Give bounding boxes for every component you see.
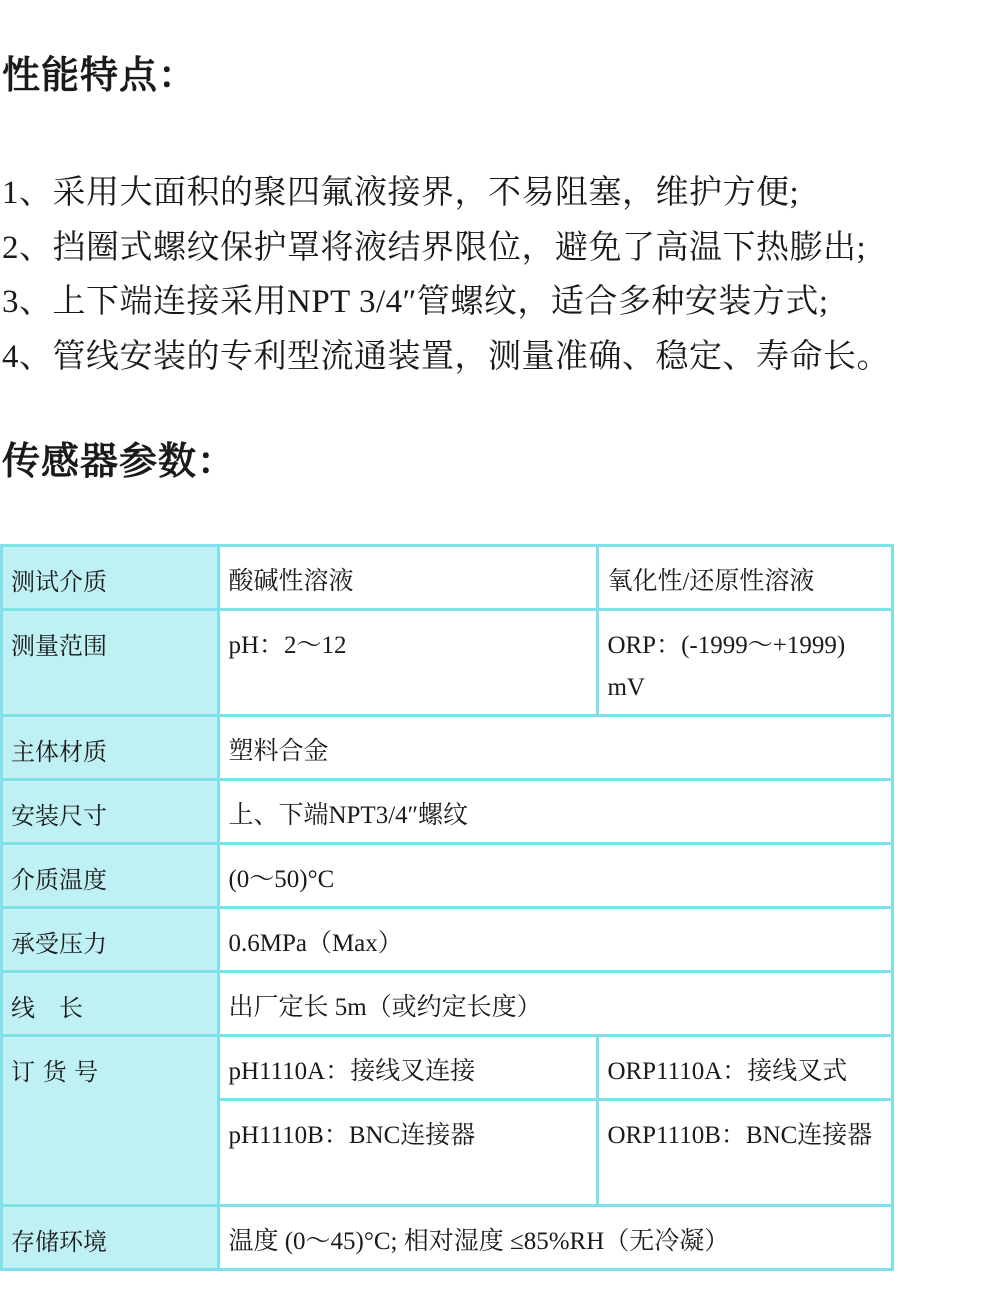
table-row [2,716,893,780]
table-row [2,1036,893,1100]
cell-value: ORP1110B：BNC连接器 [598,1100,893,1206]
table-row [2,610,893,716]
table-row [2,908,893,972]
row-label: 线 长 [2,972,219,1036]
row-label: 主体材质 [2,716,219,780]
feature-item: 2、挡圈式螺纹保护罩将液结界限位，避免了高温下热膨出; [2,229,867,266]
cell-value: ORP：(-1999～+1999) mV [598,610,893,716]
row-label: 介质温度 [2,844,219,908]
feature-item: 3、上下端连接采用NPT 3/4″管螺纹，适合多种安装方式; [2,284,829,320]
cell-value: pH1110A：接线叉连接 [219,1036,598,1100]
table-row [2,844,893,908]
cell-value: pH：2～12 [219,610,598,716]
sensor-params-table [0,544,894,1271]
cell-value: pH1110B：BNC连接器 [219,1100,598,1206]
row-label: 承受压力 [2,908,219,972]
cell-value: 酸碱性溶液 [219,546,598,610]
row-label: 存储环境 [2,1206,219,1270]
cell-value: (0～50)°C [219,844,893,908]
row-label: 订 货 号 [2,1036,219,1206]
table-row [2,1206,893,1270]
cell-value: 上、下端NPT3/4″螺纹 [219,780,893,844]
cell-value: 塑料合金 [219,716,893,780]
row-label: 测量范围 [2,610,219,716]
row-label: 测试介质 [2,546,219,610]
cell-value: ORP1110A：接线叉式 [598,1036,893,1100]
table-row [2,780,893,844]
feature-item: 1、采用大面积的聚四氟液接界，不易阻塞，维护方便; [2,175,800,211]
cell-value: 氧化性/还原性溶液 [598,546,893,610]
cell-value: 出厂定长 5m（或约定长度） [219,972,893,1036]
cell-value: 0.6MPa（Max） [219,908,893,972]
features-list [2,166,890,384]
params-heading: 传感器参数： [2,439,237,483]
features-heading: 性能特点： [2,53,198,97]
row-label: 安装尺寸 [2,780,219,844]
table-row [2,972,893,1036]
cell-value: 温度 (0～45)°C; 相对湿度 ≤85%RH（无冷凝） [219,1206,893,1270]
feature-item: 4、管线安装的专利型流通装置，测量准确、稳定、寿命长。 [2,338,890,375]
table-row [2,546,893,610]
